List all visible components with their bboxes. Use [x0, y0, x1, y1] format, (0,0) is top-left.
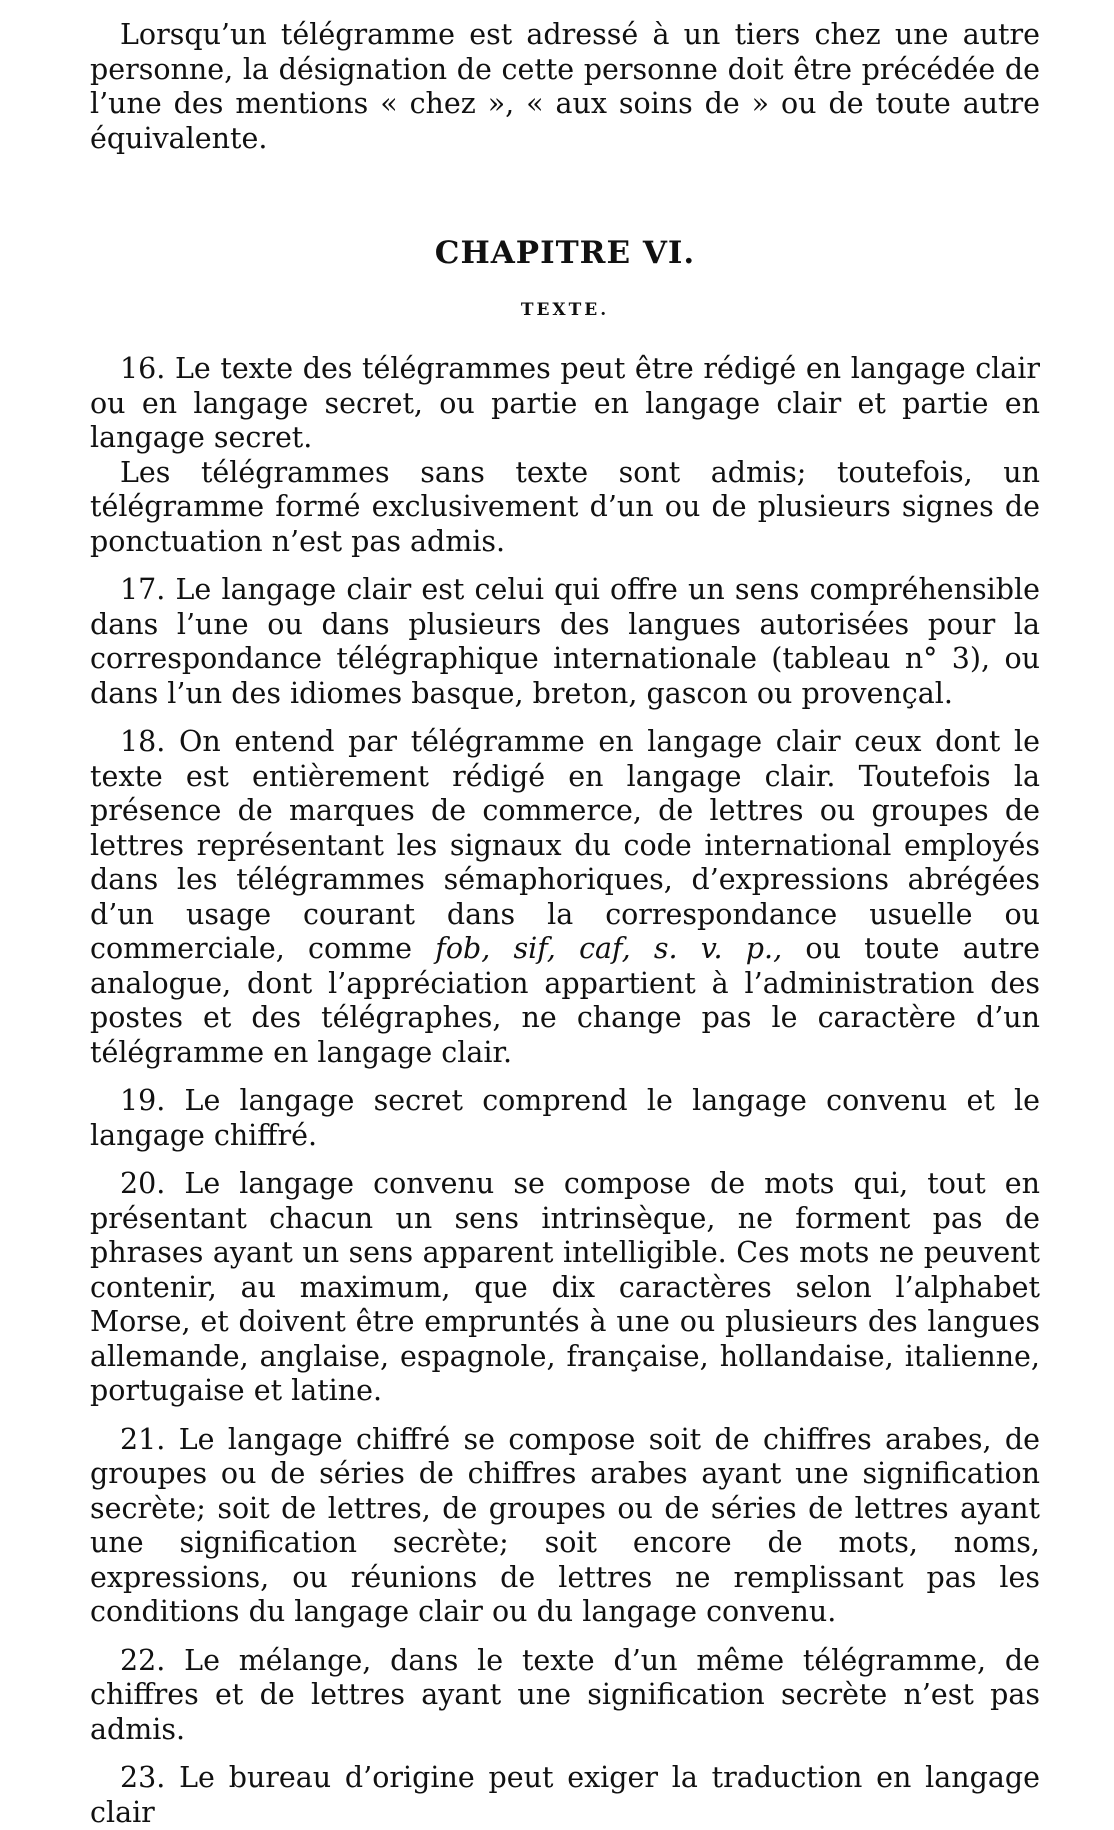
article-text: On entend par télégramme en langage clair ceux dont le texte est entièrement rédigé en langage clair. Toutefois la présence de marques de commerce, de lettres ou groupes de lettres représentant les signaux du code international employés dans les télégrammes sémaphoriques, d’expressions abrégées d’un usage courant dans la correspondance usuelle ou commerciale, comme [90, 725, 1040, 965]
article-text: Les télégrammes sans texte sont admis; toutefois, un télégramme formé exclusivement d’un ou de plusieurs signes de ponctuation n’est pas admis. [90, 455, 1040, 558]
article-text: ou toute autre analogue, dont l’appréciation appartient à l’administration des postes et des télégraphes, ne change pas le caractère d’un télégramme en langage clair. [90, 932, 1040, 1069]
article-text: Le bureau d’origine peut exiger la traduction en langage clair [90, 1761, 1040, 1829]
article-23 [90, 1761, 1040, 1830]
article-16-continuation [90, 456, 1040, 560]
article-number: 20. [120, 1167, 166, 1200]
article-text: Le texte des télégrammes peut être rédigé en langage clair ou en langage secret, ou partie en langage clair et partie en langage secret. [90, 352, 1040, 454]
article-number: 23. [120, 1761, 166, 1794]
article-text: Le langage convenu se compose de mots qui, tout en présentant chacun un sens intrinsèque, ne forment pas de phrases ayant un sens apparent intelligible. Ces mots ne peuvent contenir, au maximum, que dix caractères selon l’alphabet Morse, et doivent être empruntés à une ou plusieurs des langues allemande, anglaise, espagnole, française, hollandaise, italienne, portugaise et latine. [90, 1167, 1040, 1407]
article-17 [90, 573, 1040, 711]
article-text: Le langage secret comprend le langage convenu et le langage chiffré. [90, 1084, 1040, 1152]
intro-text: Lorsqu’un télégramme est adressé à un tiers chez une autre personne, la désignation de cette personne doit être précédée de l’une des mentions « chez », « aux soins de » ou de toute autre équivalente. [90, 18, 1040, 155]
article-examples: fob, sif, caf, s. v. p., [435, 932, 783, 965]
article-number: 18. [120, 725, 166, 758]
article-20 [90, 1167, 1040, 1409]
article-text: Le langage chiffré se compose soit de chiffres arabes, de groupes ou de séries de chiffres arabes ayant une signification secrète; soit de lettres, de groupes ou de séries de lettres ayant une signification secrète; soit encore de mots, noms, expressions, ou réunions de lettres ne remplissant pas les conditions du langage clair ou du langage convenu. [90, 1422, 1040, 1628]
section-title: TEXTE. [520, 300, 610, 320]
article-text: Le langage clair est celui qui offre un sens compréhensible dans l’une ou dans plusieurs des langues autorisées pour la correspondance télégraphique internationale (tableau n° 3), ou dans l’un des idiomes basque, breton, gascon ou provençal. [90, 573, 1040, 710]
article-19 [90, 1084, 1040, 1153]
article-16 [90, 352, 1040, 456]
chapter-title: CHAPITRE VI. [434, 235, 696, 271]
article-number: 16. [120, 352, 166, 385]
article-number: 19. [120, 1084, 166, 1117]
article-18 [90, 725, 1040, 1070]
article-22 [90, 1644, 1040, 1748]
article-21 [90, 1423, 1040, 1630]
intro-paragraph [90, 18, 1040, 156]
article-number: 21. [120, 1422, 166, 1456]
article-text: Le mélange, dans le texte d’un même télégramme, de chiffres et de lettres ayant une signification secrète n’est pas admis. [90, 1643, 1040, 1746]
article-number: 17. [120, 573, 166, 606]
document-page [90, 18, 1040, 1830]
article-number: 22. [120, 1643, 166, 1677]
